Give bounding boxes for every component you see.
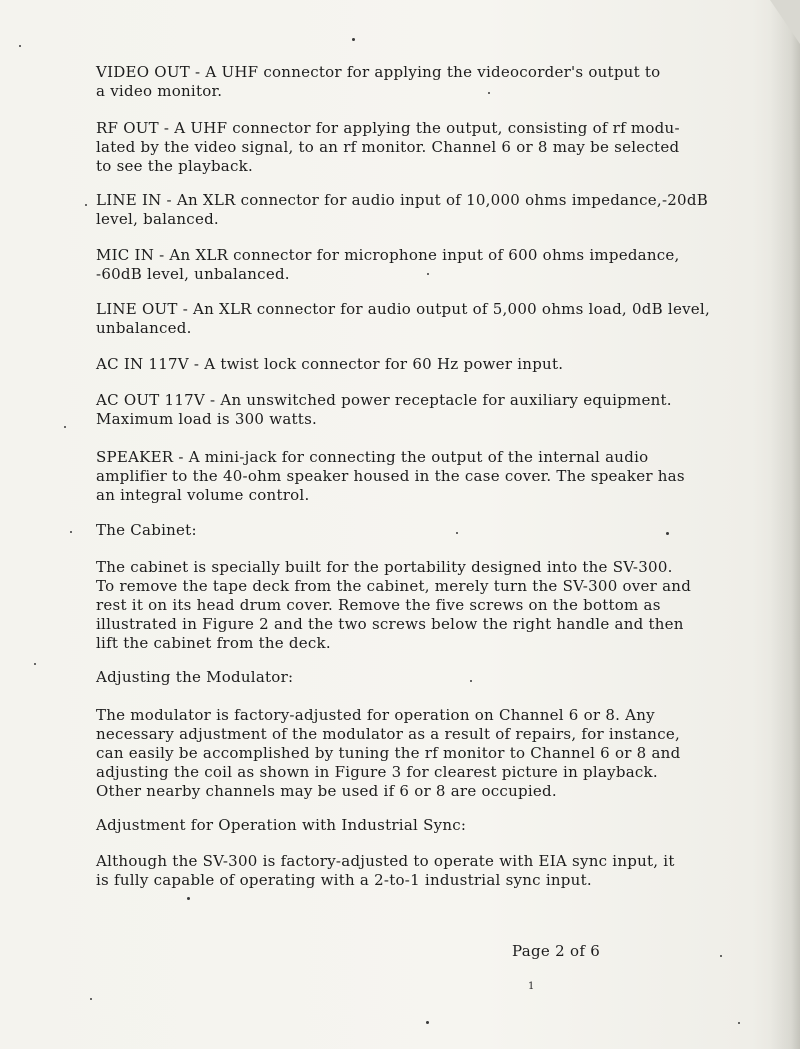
section-heading-sync: Adjustment for Operation with Industrial Sync: (96, 816, 467, 834)
dust-speck (720, 955, 722, 957)
dust-speck (70, 531, 72, 533)
paragraph-cabinet: The cabinet is specially built for the portability designed into the SV-300. To remove the tape deck from the cabinet, merely turn the SV-300 over and rest it on its head drum cover. Remove the five screws on the bottom as illustrated in Figure 2 and the two screws below the right handle and then lift the cabinet from the deck. (96, 558, 692, 652)
dust-speck (85, 204, 87, 206)
dust-speck (427, 273, 429, 275)
dust-speck (64, 426, 66, 428)
folded-corner (770, 0, 800, 44)
dust-speck (456, 532, 458, 534)
margin-mark: 1 (528, 981, 535, 992)
dust-speck (90, 998, 92, 1000)
paragraph-modulator: The modulator is factory-adjusted for operation on Channel 6 or 8. Any necessary adjustment of the modulator as a result of repairs, for instance, can easily be accomplished by tuning the rf monitor to Channel 6 or 8 and adjusting the coil as shown in Figure 3 for clearest picture in playback. Other nearby channels may be used if 6 or 8 are occupied. (96, 706, 681, 800)
dust-speck (666, 532, 669, 535)
dust-speck (470, 680, 472, 682)
section-heading-modulator: Adjusting the Modulator: (96, 668, 294, 686)
page-number: Page 2 of 6 (512, 942, 601, 960)
paragraph-ac-out: AC OUT 117V - An unswitched power receptacle for auxiliary equipment. Maximum load is 300 watts. (96, 391, 672, 428)
paragraph-rf-out: RF OUT - A UHF connector for applying the output, consisting of rf modu- lated by the video signal, to an rf monitor. Channel 6 or 8 may be selected to see the playback. (96, 119, 680, 175)
paragraph-line-out: LINE OUT - An XLR connector for audio output of 5,000 ohms load, 0dB level, unbalanced. (96, 300, 710, 337)
paragraph-speaker: SPEAKER - A mini-jack for connecting the output of the internal audio amplifier to the 40-ohm speaker housed in the case cover. The speaker has an integral volume control. (96, 448, 685, 504)
page-edge-shadow (770, 0, 800, 1049)
section-heading-cabinet: The Cabinet: (96, 521, 197, 539)
dust-speck (488, 92, 490, 94)
dust-speck (426, 1021, 429, 1024)
dust-speck (738, 1022, 740, 1024)
paragraph-sync: Although the SV-300 is factory-adjusted to operate with EIA sync input, it is fully capable of operating with a 2-to-1 industrial sync input. (96, 852, 675, 889)
paragraph-mic-in: MIC IN - An XLR connector for microphone input of 600 ohms impedance, -60dB level, unbalanced. (96, 246, 680, 283)
dust-speck (187, 897, 190, 900)
paragraph-video-out: VIDEO OUT - A UHF connector for applying the videocorder's output to a video monitor. (96, 63, 661, 100)
paragraph-ac-in: AC IN 117V - A twist lock connector for 60 Hz power input. (96, 355, 564, 373)
dust-speck (34, 663, 36, 665)
dust-speck (19, 45, 21, 47)
dust-speck (352, 38, 355, 41)
paragraph-line-in: LINE IN - An XLR connector for audio input of 10,000 ohms impedance,-20dB level, balanced. (96, 191, 708, 228)
